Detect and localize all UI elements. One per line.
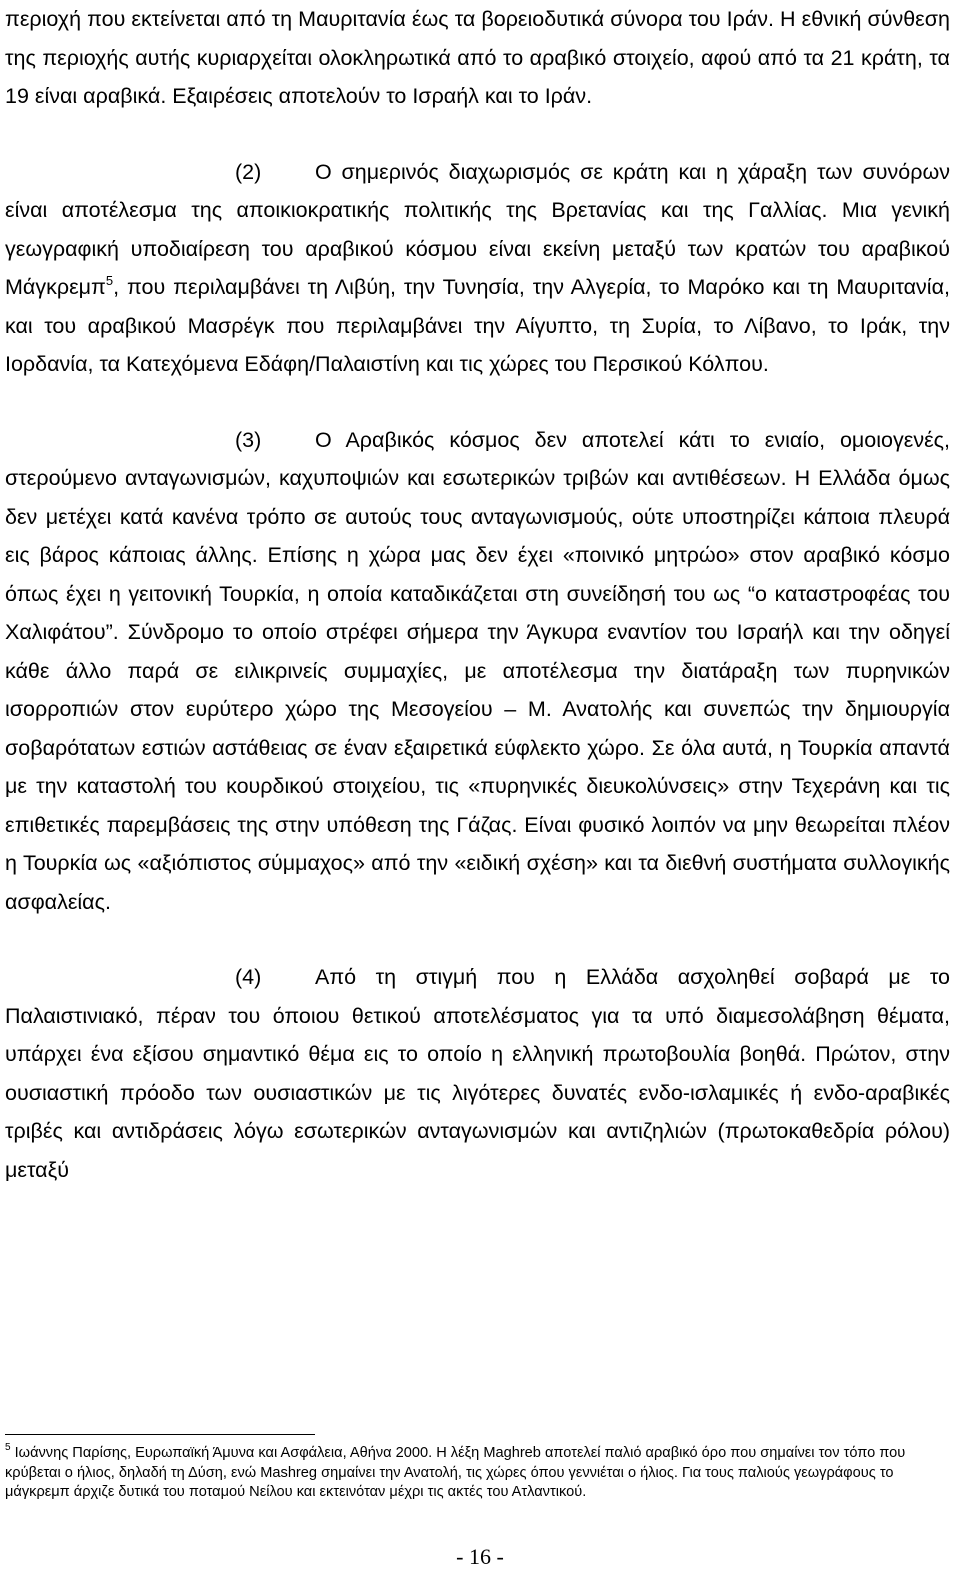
paragraph-1 (5, 0, 950, 116)
paragraph-spacer (5, 384, 950, 421)
footnote-reference[interactable]: 5 (105, 273, 114, 288)
paragraph-3-text: Ο Αραβικός κόσμος δεν αποτελεί κάτι το ενιαίο, ομοιογενές, στερούμενο ανταγωνισμών, καχυποψιών και εσωτερικών τριβών και αντιθέσεων. Η Ελλάδα όμως δεν μετέχει κατά κανένα τρόπο σε αυτούς τους ανταγωνισμούς, ούτε υποστηρίζει κάποια πλευρά εις βάρος κάποιας άλλης. Επίσης η χώρα μας δεν έχει «ποινικό μητρώο» στον αραβικό κόσμο όπως έχει η γειτονική Τουρκία, η οποία καταδικάζεται στη συνείδησή του ως “ο καταστροφέας του Χαλιφάτου”. Σύνδρομο το οποίο στρέφει σήμερα την Άγκυρα εναντίον του Ισραήλ και την οδηγεί κάθε άλλο παρά σε ειλικρινείς συμμαχίες, με αποτέλεσμα την διατάραξη των πυρηνικών ισορροπιών στον ευρύτερο χώρο της Μεσογείου – Μ. Ανατολής και συνεπώς την δημιουργία σοβαρότατων εστιών αστάθειας σε έναν εξαιρετικά εύφλεκτο χώρο. Σε όλα αυτά, η Τουρκία απαντά με την καταστολή του κουρδικού στοιχείου, τις «πυρηνικές διευκολύνσεις» στην Τεχεράνη και τις επιθετικές παρεμβάσεις της στην υπόθεση της Γάζας. Είναι φυσικό λοιπόν να μην θεωρείται πλέον η Τουρκία ως «αξιόπιστος σύμμαχος» από την «ειδική σχέση» και τα διεθνή συστήματα συλλογικής ασφαλείας. (5, 427, 950, 914)
paragraph-2-text-a: Ο σημερινός διαχωρισμός σε κράτη και η χάραξη των συνόρων είναι αποτέλεσμα της αποικιοκρατικής πολιτικής της Βρετανίας και της Γαλλίας. Μια γενική γεωγραφική υποδιαίρεση του αραβικού κόσμου είναι εκείνη μεταξύ των κρατών του αραβικού Μάγκρεμπ (5, 159, 950, 299)
footnote (5, 1444, 935, 1503)
document-page (5, 0, 950, 1189)
page-number: - 16 - (456, 1544, 504, 1569)
paragraph-4-text: Από τη στιγμή που η Ελλάδα ασχοληθεί σοβαρά με το Παλαιστινιακό, πέραν του όποιου θετικού αποτελέσματος για τα υπό διαμεσολάβηση θέματα, υπάρχει ένα εξίσου σημαντικό θέμα εις το οποίο η ελληνική πρωτοβουλία βοηθά. Πρώτον, στην ουσιαστική πρόοδο των ουσιαστικών με τις λιγότερες δυνατές ενδο-ισλαμικές ή ενδο-αραβικές τριβές και αντιδράσεις λόγω εσωτερικών ανταγωνισμών και αντιζηλιών (πρωτοκαθεδρία ρόλου) μεταξύ (5, 965, 950, 1182)
footnote-text: Ιωάννης Παρίσης, Ευρωπαϊκή Άμυνα και Ασφάλεια, Αθήνα 2000. Η λέξη Maghreb αποτελεί παλιό αραβικό όρο που σημαίνει τον τόπο που κρύβεται ο ήλιος, δηλαδή τη Δύση, ενώ Mashreg σημαίνει την Ανατολή, τις χώρες όπου γεννιέται ο ήλιος. Για τους παλιούς γεωγράφους το μάγκρεμπ άρχιζε δυτικά του ποταμού Νείλου και εκτεινόταν μέχρι τις ακτές του Ατλαντικού. (5, 1445, 906, 1500)
paragraph-2 (5, 153, 950, 384)
paragraph-2-number: (2) (235, 159, 262, 184)
footnote-separator (5, 1434, 315, 1435)
paragraph-2-text-b: , που περιλαμβάνει τη Λιβύη, την Τυνησία, την Αλγερία, το Μαρόκο και τη Μαυριτανία, και του αραβικού Μασρέγκ που περιλαμβάνει την Αίγυπτο, τη Συρία, το Λίβανο, το Ιράκ, την Ιορδανία, τα Κατεχόμενα Εδάφη/Παλαιστίνη και τις χώρες του Περσικού Κόλπου. (5, 275, 950, 376)
paragraph-3-number: (3) (235, 427, 262, 452)
paragraph-1-text: περιοχή που εκτείνεται από τη Μαυριτανία έως τα βορειοδυτικά σύνορα του Ιράν. Η εθνική σύνθεση της περιοχής αυτής κυριαρχείται ολοκληρωτικά από το αραβικό στοιχείο, αφού από τα 21 κράτη, τα 19 είναι αραβικά. Εξαιρέσεις αποτελούν το Ισραήλ και το Ιράν. (5, 7, 950, 108)
paragraph-4-number: (4) (235, 965, 262, 989)
paragraph-spacer (5, 116, 950, 153)
footnote-marker: 5 (5, 1442, 11, 1453)
paragraph-3 (5, 421, 950, 922)
paragraph-spacer (5, 921, 950, 958)
paragraph-4 (5, 958, 950, 1189)
